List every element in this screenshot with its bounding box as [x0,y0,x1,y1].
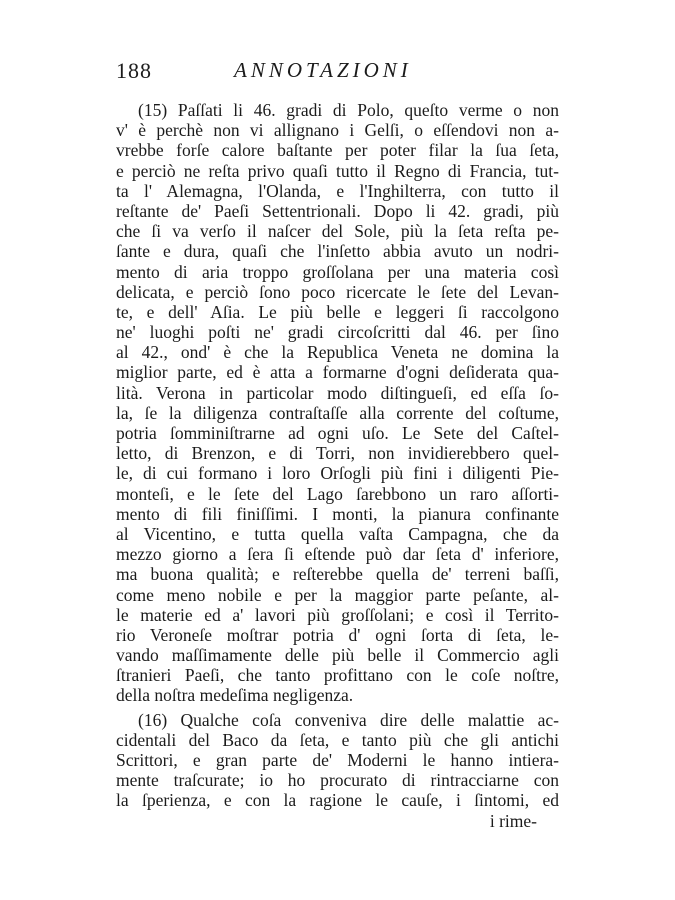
text-line: come meno nobile e per la maggior parte peſante, al- [116,584,559,605]
page-number: 188 [116,58,152,83]
text-line: (15) Paſſati li 46. gradi di Polo, queſto verme o non [138,100,559,120]
text-line: letto, di Brenzon, e di Torri, non invidierebbero quel- [116,443,559,464]
text-line: ne' luoghi poſti ne' gradi circoſcritti dal 46. per ſino [116,322,559,343]
text-line: al Vicentino, e tutta quella vaſta Campagna, che da [116,523,559,544]
text-line: mezzo giorno a ſera ſi eſtende può dar ſeta d' inferiore, [116,544,559,565]
text-line: lità. Verona in particolar modo diſtingueſi, ed eſſa ſo- [116,382,559,403]
text-line: reſtante de' Paeſi Settentrionali. Dopo li 42. gradi, più [116,200,559,221]
text-line: ta l' Alemagna, l'Olanda, e l'Inghilterra, con tutto il [116,180,559,201]
text-line: delicata, e perciò ſono poco ricercate le ſete del Levan- [116,281,559,302]
text-line: la ſperienza, e con la ragione le cauſe, i ſintomi, ed [116,790,559,811]
text-line: vrebbe forſe calore baſtante per poter filar la ſua ſeta, [116,140,559,161]
text-line: la, ſe la diligenza contraſtaſſe alla corrente del coſtume, [116,402,559,423]
text-line: ma buona qualità; e reſterebbe quella de' terreni baſſi, [116,564,559,585]
text-line: Scrittori, e gran parte de' Moderni le hanno intiera- [116,750,559,770]
text-line: mente traſcurate; io ho procurato di rintracciarne con [116,770,559,791]
text-line: cidentali del Baco da ſeta, e tanto più che gli antichi [116,729,559,750]
text-line: monteſi, e le ſete del Lago ſarebbono un raro aſſorti- [116,483,559,504]
text-line: ſtranieri Paeſi, che tanto profittano con le coſe noſtre, [116,665,559,686]
text-line: i rime- [489,810,537,831]
text-line: (16) Qualche coſa conveniva dire delle malattie ac- [138,709,559,730]
text-line: mento di aria troppo groſſolana per una materia così [116,261,559,282]
text-line: vando maſſimamente delle più belle il Commercio agli [116,645,559,666]
text-line: potria ſomminiſtrarne ad ogni uſo. Le Sete del Caſtel- [116,423,559,443]
text-line: ſante e dura, quaſi che l'inſetto abbia avuto un nodri- [116,241,559,262]
text-line: e perciò ne reſta privo quaſi tutto il Regno di Francia, tut- [116,160,559,181]
body-text [116,100,559,831]
text-line: rio Veroneſe moſtrar potria d' ogni ſorta di ſeta, le- [116,624,559,645]
page-header [116,58,556,92]
text-line: le, di cui formano i loro Orſogli più fini i diligenti Pie- [116,463,559,484]
text-line: miglior parte, ed è atta a formarne d'ogni deſiderata qua- [116,362,559,383]
text-line: v' è perchè non vi allignano i Gelſi, o eſſendovi non a- [116,120,559,141]
text-line: della noſtra medeſima negligenza. [116,685,354,706]
text-line: le materie ed a' lavori più groſſolani; e così il Territo- [116,604,559,625]
text-line: al 42., ond' è che la Republica Veneta ne domina la [116,342,559,363]
text-line: mento di fili finiſſimi. I monti, la pianura confinante [116,503,559,524]
text-line: che ſi va verſo il naſcer del Sole, più la ſeta reſta pe- [116,221,559,242]
text-line: te, e dell' Aſia. Le più belle e leggeri ſi raccolgono [116,301,559,322]
running-head: ANNOTAZIONI [234,58,412,82]
